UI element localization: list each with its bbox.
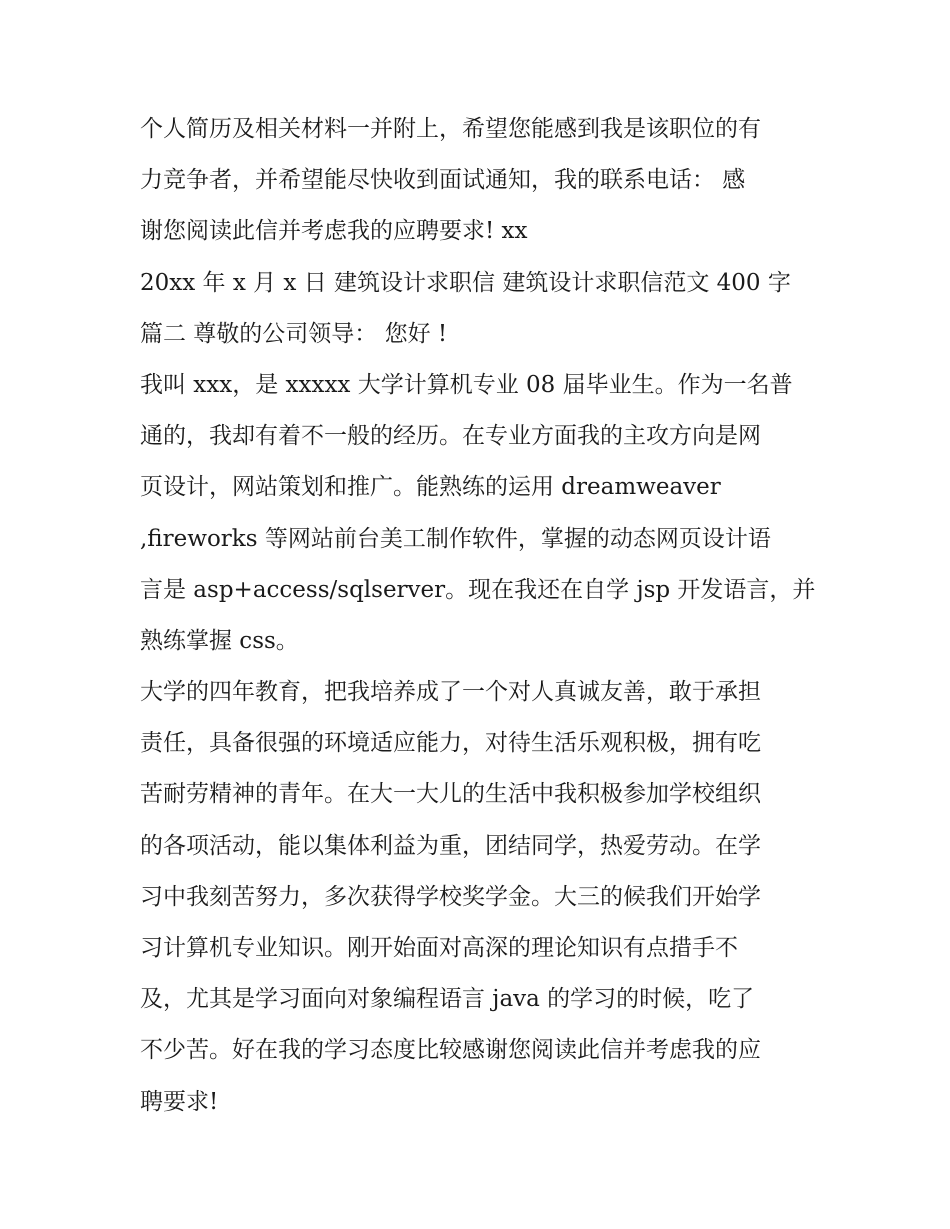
text-line: 大学的四年教育，把我培养成了一个对人真诚友善，敢于承担 — [140, 679, 761, 706]
text-line: 苦耐劳精神的青年。在大一大儿的生活中我积极参加学校组织 — [140, 781, 761, 808]
text-line: 不少苦。好在我的学习态度比较感谢您阅读此信并考虑我的应 — [140, 1037, 761, 1064]
text-line: 言是 asp+access/sqlserver。现在我还在自学 jsp 开发语言，并 — [140, 576, 816, 603]
letter-body — [140, 104, 830, 1128]
text-line: 通的，我却有着不一般的经历。在专业方面我的主攻方向是网 — [140, 423, 761, 450]
text-line: 聘要求! — [140, 1088, 219, 1115]
text-line: ,fireworks 等网站前台美工制作软件，掌握的动态网页设计语 — [140, 525, 771, 552]
text-line: 我叫 xxx，是 xxxxx 大学计算机专业 08 届毕业生。作为一名普 — [140, 371, 793, 398]
text-line: 习中我刻苦努力，多次获得学校奖学金。大三的候我们开始学 — [140, 883, 761, 910]
text-line: 及，尤其是学习面向对象编程语言 java 的学习的时候，吃了 — [140, 986, 755, 1013]
text-line: 的各项活动，能以集体利益为重，团结同学，热爱劳动。在学 — [140, 832, 761, 859]
text-line: 20xx 年 x 月 x 日 建筑设计求职信 建筑设计求职信范文 400 字 — [140, 269, 791, 296]
text-line: 责任，具备很强的环境适应能力，对待生活乐观积极，拥有吃 — [140, 730, 761, 757]
text-line: 力竞争者，并希望能尽快收到面试通知，我的联系电话： 感 — [140, 167, 746, 194]
text-line: 篇二 尊敬的公司领导： 您好 ! — [140, 320, 448, 347]
text-line: 熟练掌握 css。 — [140, 627, 299, 654]
text-line: 习计算机专业知识。刚开始面对高深的理论知识有点措手不 — [140, 935, 738, 961]
text-line: 个人简历及相关材料一并附上，希望您能感到我是该职位的有 — [140, 116, 761, 142]
text-line: 页设计，网站策划和推广。能熟练的运用 dreamweaver — [140, 474, 721, 501]
text-line: 谢您阅读此信并考虑我的应聘要求! xx — [140, 218, 528, 245]
